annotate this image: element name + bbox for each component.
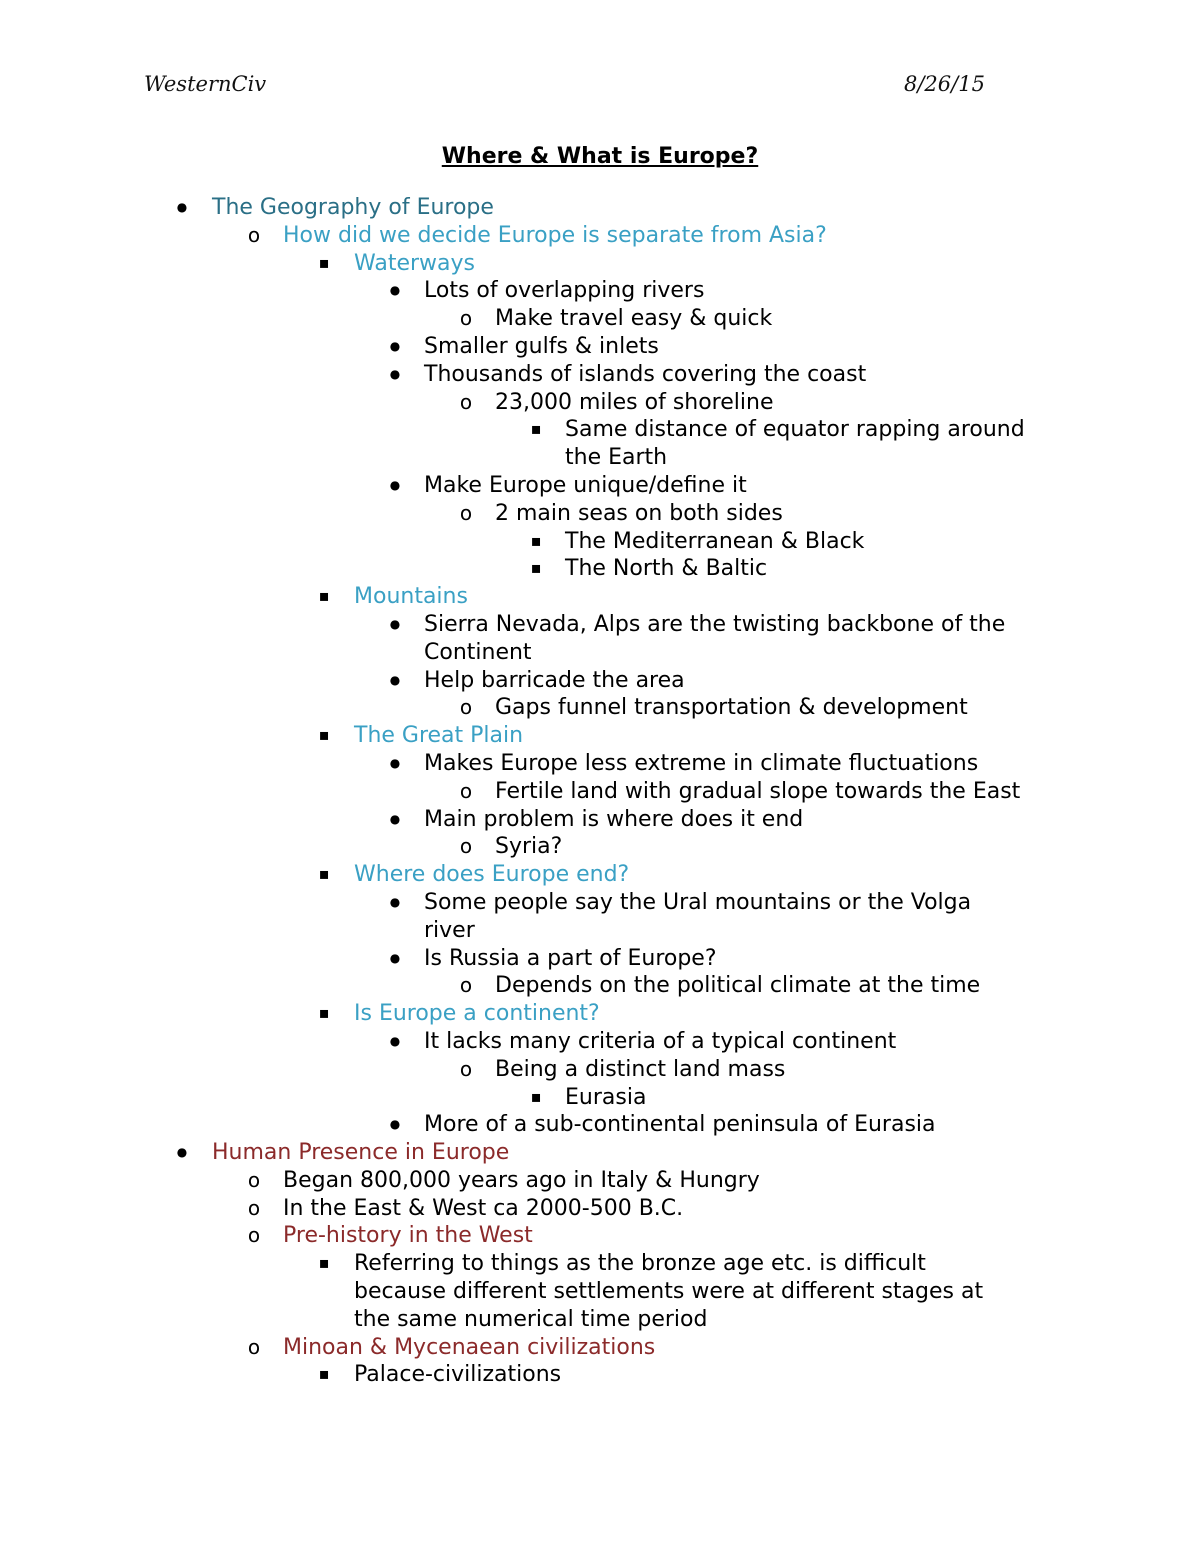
square-bullet-icon [312,250,336,279]
list-item [0,472,1200,500]
list-text: Continent [424,639,532,665]
list-text: Sierra Nevada, Alps are the twisting backbone of the [424,611,1006,637]
subsection-heading: Pre-history in the West [283,1223,533,1249]
list-item [0,222,1200,250]
topic-heading: Where does Europe end? [354,862,630,888]
list-item [0,250,1200,278]
list-item [0,1084,1200,1112]
list-text: Fertile land with gradual slope towards the East [495,778,1021,804]
disc-bullet-icon [383,1028,407,1059]
list-text: the Earth [565,445,668,471]
list-item [0,555,1200,583]
list-text: Gaps funnel transportation & development [495,695,968,721]
list-text: Depends on the political climate at the time [495,973,981,999]
list-text: Palace-civilizations [354,1362,562,1388]
list-text: Make Europe unique/define it [424,472,747,498]
list-item [0,305,1200,333]
list-item-continuation [0,917,1200,945]
topic-heading: Mountains [354,584,468,610]
list-text: In the East & West ca 2000-500 B.C. [283,1195,684,1221]
square-bullet-icon [312,583,336,612]
list-text: Help barricade the area [424,667,685,693]
list-item-continuation [0,1278,1200,1306]
disc-bullet-icon [383,945,407,976]
disc-bullet-icon [383,333,407,364]
square-bullet-icon [312,1361,336,1390]
list-text: Syria? [495,834,563,860]
list-text: The Mediterranean & Black [565,528,865,554]
list-item [0,1139,1200,1167]
list-text: Lots of overlapping rivers [424,278,705,304]
circle-bullet-icon [454,389,478,417]
circle-bullet-icon [242,222,266,250]
square-bullet-icon [312,1000,336,1029]
list-item [0,1056,1200,1084]
disc-bullet-icon [383,361,407,392]
list-text: More of a sub-continental peninsula of Eurasia [424,1112,936,1138]
disc-bullet-icon [170,1139,194,1170]
disc-bullet-icon [383,1111,407,1142]
list-item [0,1334,1200,1362]
list-text: Same distance of equator rapping around [565,417,1025,443]
list-item [0,778,1200,806]
list-item [0,1222,1200,1250]
topic-heading: The Great Plain [354,723,524,749]
section-heading: Human Presence in Europe [212,1140,510,1166]
topic-heading: Is Europe a continent? [354,1001,600,1027]
disc-bullet-icon [383,889,407,920]
list-item [0,277,1200,305]
subsection-heading: How did we decide Europe is separate from Asia? [283,222,827,248]
list-item [0,194,1200,222]
list-item [0,528,1200,556]
list-item [0,500,1200,528]
list-text: river [424,917,475,943]
list-text: Being a distinct land mass [495,1056,786,1082]
list-text: Make travel easy & quick [495,306,773,332]
list-item-continuation [0,639,1200,667]
list-text: Main problem is where does it end [424,806,804,832]
list-item [0,583,1200,611]
page-title-text: Where & What is Europe? [441,144,759,169]
list-text: Smaller gulfs & inlets [424,333,659,359]
list-item-continuation [0,444,1200,472]
square-bullet-icon [524,416,548,445]
list-item [0,667,1200,695]
list-item [0,389,1200,417]
list-text: 23,000 miles of shoreline [495,389,774,415]
section-heading: The Geography of Europe [212,195,494,220]
circle-bullet-icon [242,1195,266,1223]
circle-bullet-icon [454,305,478,333]
list-item [0,1167,1200,1195]
list-item [0,361,1200,389]
list-item [0,806,1200,834]
list-item [0,1195,1200,1223]
list-item [0,611,1200,639]
list-text: Eurasia [565,1084,647,1110]
list-text: the same numerical time period [354,1306,708,1332]
circle-bullet-icon [454,500,478,528]
square-bullet-icon [524,555,548,584]
disc-bullet-icon [383,667,407,698]
outline [0,194,1200,1389]
disc-bullet-icon [383,277,407,308]
circle-bullet-icon [454,778,478,806]
list-item [0,416,1200,444]
list-item [0,861,1200,889]
list-text: 2 main seas on both sides [495,500,783,526]
list-text: Thousands of islands covering the coast [424,361,867,387]
square-bullet-icon [312,1250,336,1279]
square-bullet-icon [524,1084,548,1113]
disc-bullet-icon [383,806,407,837]
disc-bullet-icon [383,611,407,642]
header-date: 8/26/15 [904,72,985,96]
circle-bullet-icon [454,833,478,861]
circle-bullet-icon [242,1334,266,1362]
circle-bullet-icon [242,1222,266,1250]
list-text: Referring to things as the bronze age etc. is difficult [354,1251,926,1277]
list-text: because different settlements were at different stages at [354,1279,984,1305]
square-bullet-icon [312,722,336,751]
header-course: WesternCiv [144,72,267,96]
subsection-heading: Minoan & Mycenaean civilizations [283,1334,656,1360]
list-text: The North & Baltic [565,556,768,582]
list-item [0,889,1200,917]
topic-heading: Waterways [354,250,475,276]
list-item [0,1250,1200,1278]
list-text: Is Russia a part of Europe? [424,945,717,971]
list-item [0,750,1200,778]
list-item-continuation [0,1306,1200,1334]
circle-bullet-icon [454,972,478,1000]
list-item [0,972,1200,1000]
disc-bullet-icon [383,750,407,781]
list-item [0,833,1200,861]
list-item [0,1028,1200,1056]
list-item [0,1000,1200,1028]
list-text: Began 800,000 years ago in Italy & Hungry [283,1167,760,1193]
circle-bullet-icon [242,1167,266,1195]
disc-bullet-icon [383,472,407,503]
list-text: Some people say the Ural mountains or the Volga [424,889,972,915]
circle-bullet-icon [454,694,478,722]
list-text: Makes Europe less extreme in climate fluctuations [424,750,979,776]
square-bullet-icon [524,528,548,557]
circle-bullet-icon [454,1056,478,1084]
disc-bullet-icon [170,194,194,225]
list-text: It lacks many criteria of a typical continent [424,1028,897,1054]
list-item [0,333,1200,361]
list-item [0,722,1200,750]
list-item [0,694,1200,722]
list-item [0,1361,1200,1389]
page-title [0,142,1200,172]
list-item [0,1111,1200,1139]
square-bullet-icon [312,861,336,890]
list-item [0,945,1200,973]
